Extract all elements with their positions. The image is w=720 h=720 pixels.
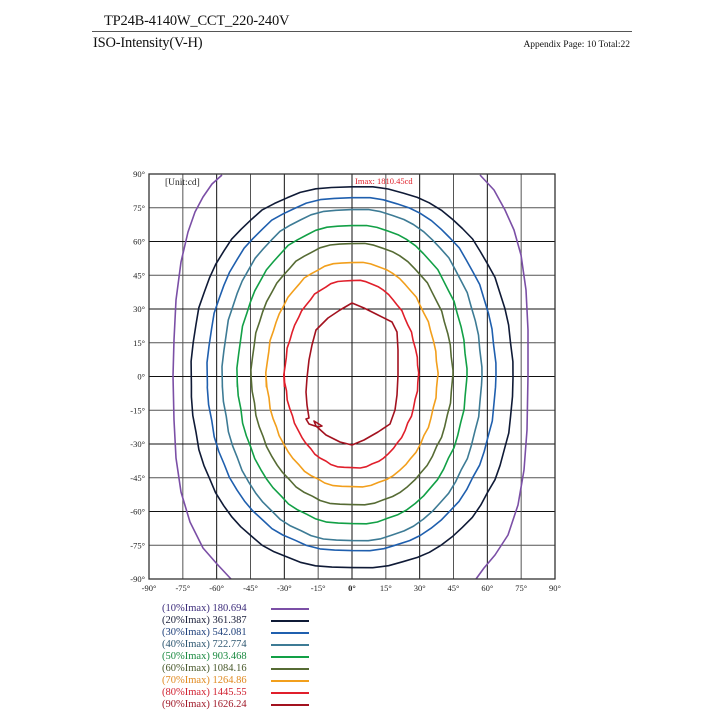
y-tick-label: -60°: [130, 506, 145, 517]
x-tick-label: 60°: [481, 583, 494, 593]
legend-line-swatch: [271, 668, 309, 670]
x-axis-ticks: [142, 583, 561, 593]
y-tick-label: 30°: [133, 304, 145, 314]
x-tick-label: -90°: [141, 583, 157, 593]
x-tick-label: 45°: [447, 583, 460, 593]
legend-label: (80%Imax) 1445.55: [162, 687, 247, 698]
contour-80pct: [284, 280, 419, 468]
x-tick-label: -75°: [175, 583, 191, 593]
y-tick-label: -45°: [130, 472, 145, 483]
x-tick-label: 30°: [413, 583, 426, 593]
legend-label: (70%Imax) 1264.86: [162, 675, 247, 686]
legend-item: [162, 639, 322, 651]
legend-line-swatch: [271, 704, 309, 706]
legend-item: [162, 675, 322, 687]
y-tick-label: 45°: [133, 270, 145, 281]
y-axis-ticks: [130, 169, 145, 584]
legend-line-swatch: [271, 656, 309, 658]
y-tick-label: 60°: [133, 236, 145, 247]
y-tick-label: 15°: [133, 337, 145, 348]
legend-line-swatch: [271, 620, 309, 622]
legend-item: [162, 663, 322, 675]
legend-item: [162, 687, 322, 699]
legend-line-swatch: [271, 632, 309, 634]
y-tick-label: -75°: [130, 540, 145, 551]
section-title: ISO-Intensity(V-H): [93, 35, 203, 51]
x-tick-label: 0°: [348, 583, 356, 593]
legend-line-swatch: [271, 680, 309, 682]
imax-label: Imax: 1810.45cd: [355, 176, 413, 186]
y-tick-label: -15°: [130, 405, 145, 416]
x-tick-label: -60°: [209, 583, 225, 593]
legend-label: (30%Imax) 542.081: [162, 627, 247, 638]
x-tick-label: -30°: [276, 583, 292, 593]
legend-item: [162, 627, 322, 639]
chart-grid: [149, 174, 555, 579]
legend-item: [162, 615, 322, 627]
legend-label: (20%Imax) 361.387: [162, 615, 247, 626]
legend-item: [162, 699, 322, 711]
legend-label: (10%Imax) 180.694: [162, 603, 247, 614]
x-tick-label: 75°: [515, 583, 528, 593]
x-tick-label: 15°: [379, 583, 392, 593]
legend-line-swatch: [271, 644, 309, 646]
y-tick-label: 75°: [133, 202, 145, 213]
unit-label: [Unit:cd]: [165, 178, 200, 188]
y-tick-label: -90°: [130, 574, 145, 584]
y-tick-label: 0°: [137, 371, 145, 382]
legend-line-swatch: [271, 608, 309, 610]
y-tick-label: -30°: [130, 439, 145, 449]
legend: [162, 603, 322, 711]
x-tick-label: -45°: [243, 583, 258, 593]
legend-label: (40%Imax) 722.774: [162, 639, 247, 650]
x-tick-label: -15°: [310, 583, 326, 593]
legend-item: [162, 603, 322, 615]
x-tick-label: 90°: [549, 583, 561, 593]
legend-label: (60%Imax) 1084.16: [162, 663, 247, 674]
legend-item: [162, 651, 322, 663]
page-info: Appendix Page: 10 Total:22: [523, 40, 630, 50]
y-tick-label: 90°: [133, 169, 145, 179]
document-title: TP24B-4140W_CCT_220-240V: [104, 13, 290, 29]
legend-label: (90%Imax) 1626.24: [162, 699, 247, 710]
legend-line-swatch: [271, 692, 309, 694]
legend-label: (50%Imax) 903.468: [162, 651, 247, 662]
